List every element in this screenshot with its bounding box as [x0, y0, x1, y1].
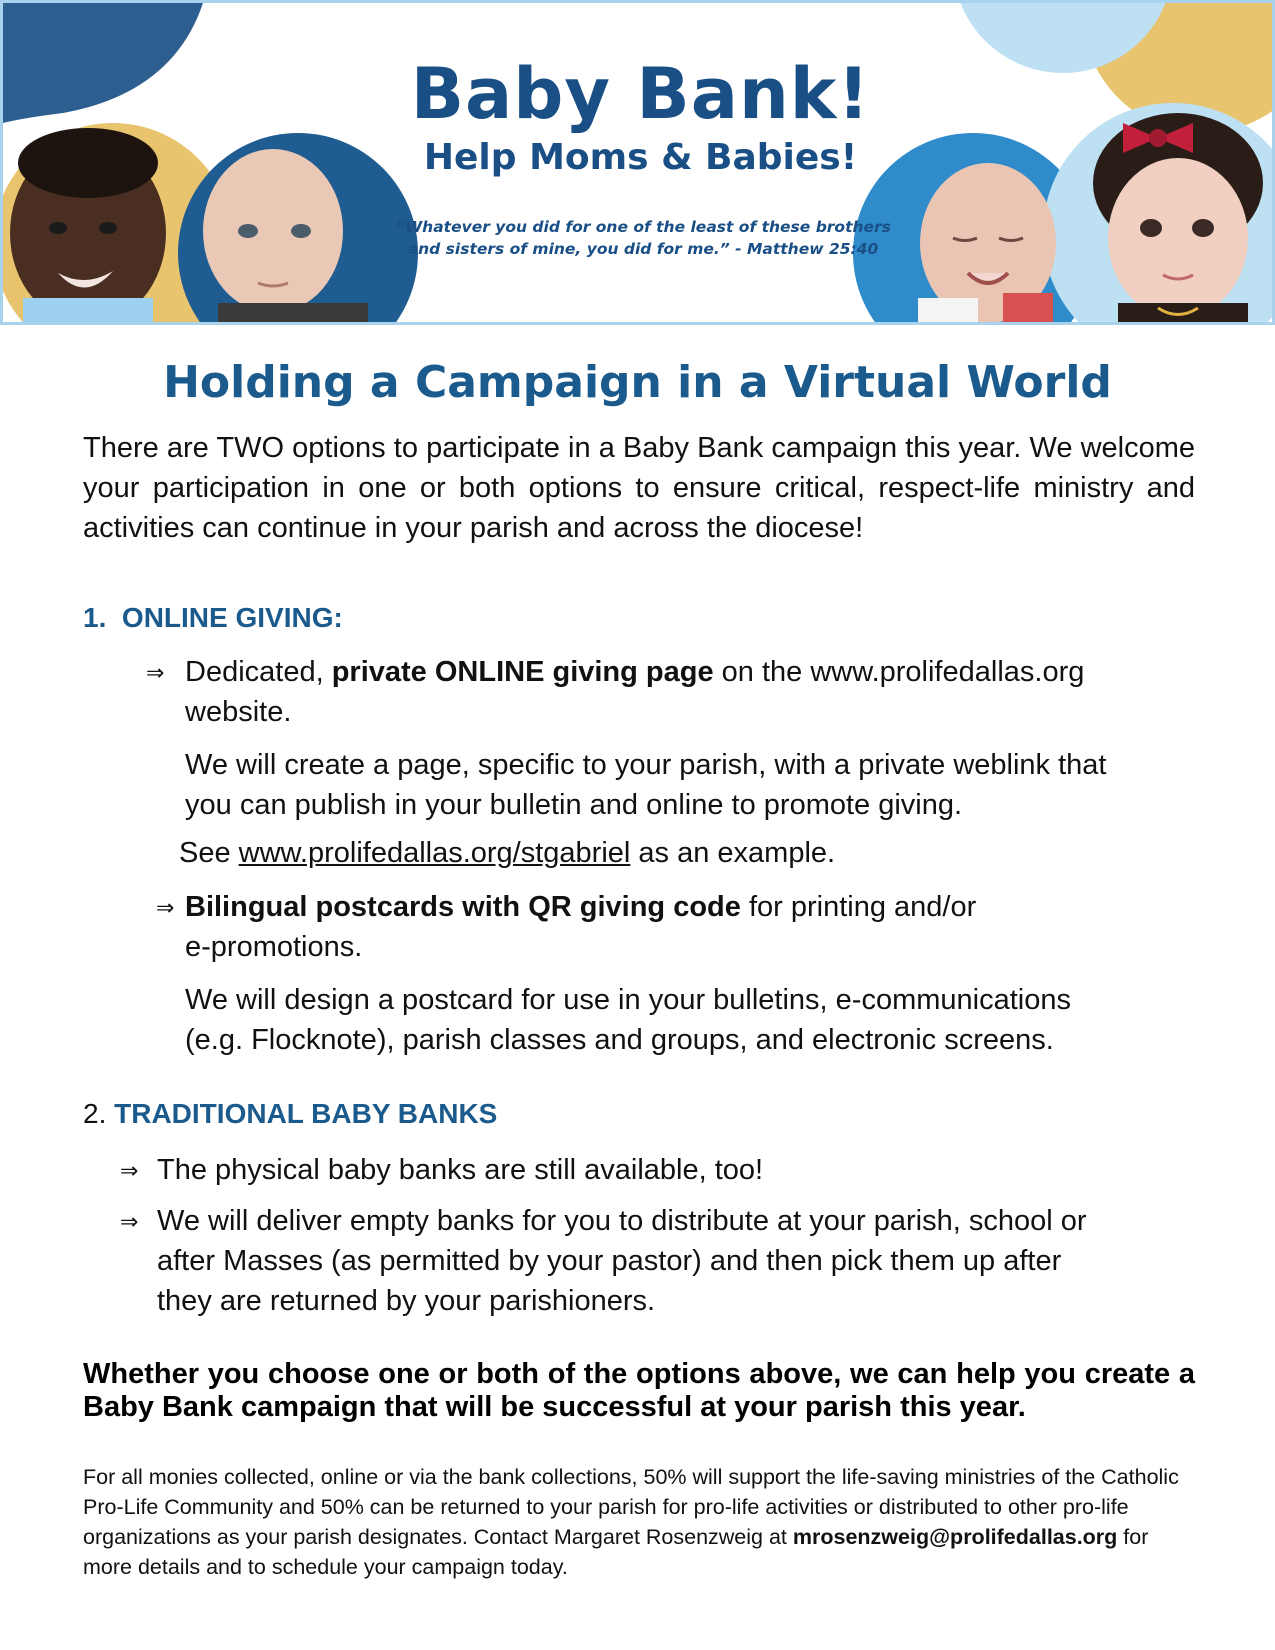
section-2-heading	[83, 1098, 497, 1130]
section-1-number: 1.	[83, 602, 107, 633]
section-1-heading	[83, 602, 343, 634]
double-arrow-icon: ⇒	[146, 660, 165, 685]
page-title: Holding a Campaign in a Virtual World	[163, 357, 1112, 408]
banner-subtitle: Help Moms & Babies!	[423, 137, 858, 178]
bilingual-postcards-label: Bilingual postcards with QR giving code	[185, 891, 741, 923]
banner-quote-line-1: “Whatever you did for one of the least of these brothers	[395, 218, 891, 236]
section-2-title: TRADITIONAL BABY BANKS	[114, 1098, 498, 1129]
header-banner	[0, 0, 1275, 325]
section-1-item-1-line-2: website.	[185, 696, 292, 728]
section-1-item-1-detail: We will create a page, specific to your parish, with a private weblink that you can publish in your bulletin and online to promote giving.	[185, 749, 1107, 821]
section-1-title: ONLINE GIVING:	[121, 602, 343, 633]
section-1-item-1	[185, 652, 1195, 732]
section-2-item-1: The physical baby banks are still available, too!	[157, 1154, 764, 1186]
example-link[interactable]: www.prolifedallas.org/stgabriel	[238, 837, 631, 869]
section-1-item-2-line-1: Bilingual postcards with QR giving code for printing and/or	[185, 891, 977, 923]
section-1-example: See www.prolifedallas.org/stgabriel as an example.	[179, 837, 836, 869]
section-1-item-1-line-1: Dedicated, private ONLINE giving page on the www.prolifedallas.org	[185, 656, 1085, 688]
intro-paragraph: There are TWO options to participate in a Baby Bank campaign this year. We welcome your participation in one or both options to ensure critical, respect-life ministry and activities can continue in your parish and across the diocese!	[83, 432, 1195, 544]
section-1-item-2-detail: We will design a postcard for use in your bulletins, e-communications (e.g. Flocknote), parish classes and groups, and electronic screens.	[185, 984, 1071, 1056]
double-arrow-icon: ⇒	[156, 895, 175, 920]
section-2-number: 2.	[83, 1098, 107, 1129]
section-1-item-2	[185, 887, 1195, 967]
private-online-giving-page-label: private ONLINE giving page	[331, 656, 714, 688]
footer-note: For all monies collected, online or via the bank collections, 50% will support the life-saving ministries of the Catholic Pro-Life Community and 50% can be returned to your parish for pro-life activities or distributed to other pro-life organizations as your parish designates. Contact Margaret Rosenzweig at mrosenzweig@prolifedallas.org for more details and to schedule your campaign today.	[83, 1465, 1179, 1579]
closing-statement: Whether you choose one or both of the options above, we can help you create a Baby Bank campaign that will be successful at your parish this year.	[83, 1358, 1195, 1423]
banner-quote-line-2: and sisters of mine, you did for me.” - Matthew 25:40	[407, 240, 879, 258]
double-arrow-icon: ⇒	[120, 1209, 139, 1234]
double-arrow-icon: ⇒	[120, 1158, 139, 1183]
section-1-item-2-line-2: e-promotions.	[185, 931, 363, 963]
banner-title: Baby Bank!	[410, 53, 871, 135]
contact-email[interactable]: mrosenzweig@prolifedallas.org	[792, 1525, 1118, 1549]
section-2-item-2: We will deliver empty banks for you to distribute at your parish, school or after Masses (as permitted by your pastor) and then pick them up after they are returned by your parishioners.	[157, 1205, 1087, 1317]
banner-quote	[383, 216, 903, 260]
